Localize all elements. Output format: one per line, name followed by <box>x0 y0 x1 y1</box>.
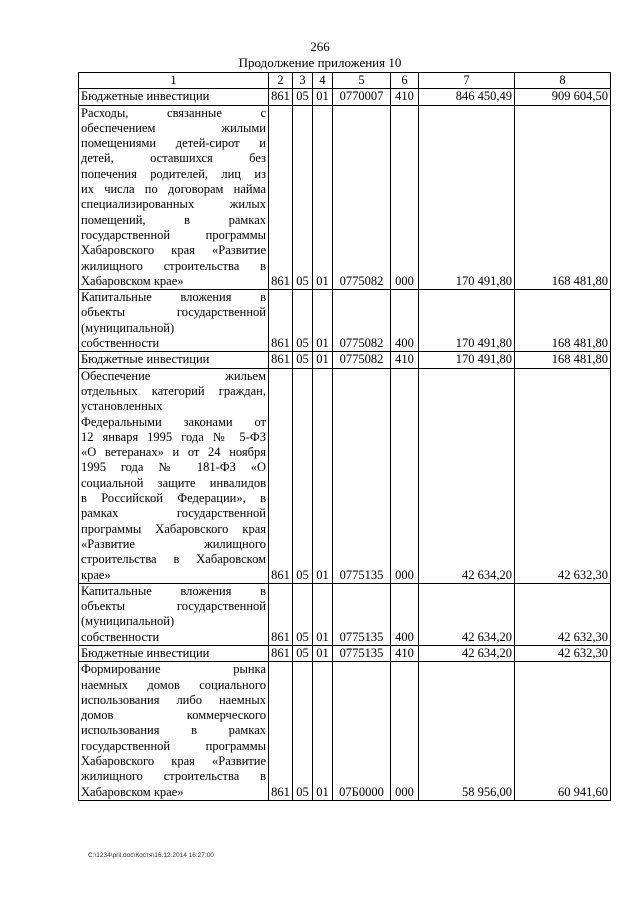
description-line: строительства в Хабаровском <box>81 552 266 567</box>
description-line: социальной защите инвалидов <box>81 475 266 490</box>
description-line: Хабаровском крае» <box>81 784 184 799</box>
appendix-continuation-title: Продолжение приложения 10 <box>238 55 402 70</box>
amount-year-2: 168 481,80 <box>515 290 611 352</box>
target-article-code: 0775135 <box>333 645 391 661</box>
description-line: домов коммерческого <box>81 708 266 723</box>
header-cell: 3 <box>293 73 313 89</box>
description-line: Обеспечение жильем <box>81 368 266 383</box>
subsection-code: 01 <box>313 368 333 583</box>
section-code: 05 <box>293 89 313 105</box>
subsection-code: 01 <box>313 583 333 645</box>
table-row <box>79 368 611 583</box>
description-line: Формирование рынка <box>81 662 266 677</box>
description-line: Бюджетные инвестиции <box>81 352 210 367</box>
header-cell: 1 <box>79 73 269 89</box>
amount-year-1: 846 450,49 <box>419 89 515 105</box>
expense-type-code: 000 <box>391 662 419 801</box>
target-article-code: 0775082 <box>333 105 391 290</box>
description-line: помещений, в рамках <box>81 212 266 227</box>
subsection-code: 01 <box>313 645 333 661</box>
ministry-code: 861 <box>269 583 293 645</box>
ministry-code: 861 <box>269 352 293 368</box>
ministry-code: 861 <box>269 290 293 352</box>
row-description <box>79 89 269 105</box>
description-line: обеспечением жилыми <box>81 120 266 135</box>
description-line: помещениями детей-сирот и <box>81 136 266 151</box>
description-line: использования в рамках <box>81 723 266 738</box>
header-cell: 4 <box>313 73 333 89</box>
subsection-code: 01 <box>313 662 333 801</box>
description-line: объекты государственной <box>81 599 266 614</box>
description-line: рамках государственной <box>81 506 266 521</box>
row-description <box>79 290 269 352</box>
header-cell: 7 <box>419 73 515 89</box>
amount-year-2: 909 604,50 <box>515 89 611 105</box>
amount-year-2: 42 632,30 <box>515 583 611 645</box>
description-line: Хабаровском крае» <box>81 273 184 288</box>
ministry-code: 861 <box>269 662 293 801</box>
description-line: Бюджетные инвестиции <box>81 645 210 660</box>
description-line: программы Хабаровского края <box>81 521 266 536</box>
target-article-code: 0775082 <box>333 352 391 368</box>
description-line: Бюджетные инвестиции <box>81 89 210 104</box>
description-line: отдельных категорий граждан, <box>81 383 266 398</box>
description-line: государственной программы <box>81 738 266 753</box>
description-line: попечения родителей, лиц из <box>81 166 266 181</box>
description-line: «Развитие жилищного <box>81 536 266 551</box>
ministry-code: 861 <box>269 105 293 290</box>
header-cell: 6 <box>391 73 419 89</box>
target-article-code: 0775082 <box>333 290 391 352</box>
header-cell: 2 <box>269 73 293 89</box>
description-line: Расходы, связанные с <box>81 105 266 120</box>
table-row <box>79 662 611 801</box>
target-article-code: 0770007 <box>333 89 391 105</box>
table-header-row <box>79 73 611 89</box>
table-row <box>79 583 611 645</box>
description-line: Хабаровского края «Развитие <box>81 754 266 769</box>
description-line: жилищного строительства в <box>81 258 266 273</box>
description-line: собственности <box>81 336 160 351</box>
target-article-code: 0775135 <box>333 368 391 583</box>
description-line: крае» <box>81 567 111 582</box>
description-line: специализированных жилых <box>81 197 266 212</box>
row-description <box>79 352 269 368</box>
amount-year-2: 42 632,30 <box>515 368 611 583</box>
ministry-code: 861 <box>269 89 293 105</box>
subsection-code: 01 <box>313 105 333 290</box>
row-description <box>79 583 269 645</box>
section-code: 05 <box>293 290 313 352</box>
description-line: Федеральными законами от <box>81 414 266 429</box>
table-row <box>79 89 611 105</box>
budget-table <box>78 72 611 801</box>
section-code: 05 <box>293 368 313 583</box>
table-row <box>79 290 611 352</box>
description-line: собственности <box>81 629 160 644</box>
expense-type-code: 410 <box>391 645 419 661</box>
description-line: «О ветеранах» и от 24 ноября <box>81 445 266 460</box>
ministry-code: 861 <box>269 645 293 661</box>
expense-type-code: 000 <box>391 105 419 290</box>
section-code: 05 <box>293 662 313 801</box>
page-number: 266 <box>310 39 330 54</box>
table-row <box>79 105 611 290</box>
expense-type-code: 400 <box>391 290 419 352</box>
description-line: их числа по договорам найма <box>81 182 266 197</box>
ministry-code: 861 <box>269 368 293 583</box>
expense-type-code: 410 <box>391 352 419 368</box>
row-description <box>79 645 269 661</box>
amount-year-1: 42 634,20 <box>419 645 515 661</box>
target-article-code: 0775135 <box>333 583 391 645</box>
subsection-code: 01 <box>313 352 333 368</box>
description-line: 12 января 1995 года № 5-ФЗ <box>81 429 266 444</box>
amount-year-2: 60 941,60 <box>515 662 611 801</box>
table-row <box>79 352 611 368</box>
row-description <box>79 105 269 290</box>
expense-type-code: 400 <box>391 583 419 645</box>
description-line: Хабаровского края «Развитие <box>81 243 266 258</box>
description-line: жилищного строительства в <box>81 769 266 784</box>
amount-year-1: 42 634,20 <box>419 583 515 645</box>
amount-year-1: 170 491,80 <box>419 290 515 352</box>
expense-type-code: 410 <box>391 89 419 105</box>
description-line: (муниципальной) <box>81 320 175 335</box>
header-cell: 5 <box>333 73 391 89</box>
file-path-footer: C:\1234\pril.doc\Костя\16.12.2014 16:27:00 <box>88 852 214 859</box>
section-code: 05 <box>293 105 313 290</box>
description-line: в Российской Федерации», в <box>81 491 266 506</box>
subsection-code: 01 <box>313 290 333 352</box>
description-line: Капитальные вложения в <box>81 290 266 305</box>
description-line: установленных <box>81 399 163 414</box>
table-row <box>79 645 611 661</box>
section-code: 05 <box>293 583 313 645</box>
header-cell: 8 <box>515 73 611 89</box>
description-line: 1995 года № 181-ФЗ «О <box>81 460 266 475</box>
subsection-code: 01 <box>313 89 333 105</box>
amount-year-1: 170 491,80 <box>419 105 515 290</box>
table-body <box>79 73 611 801</box>
amount-year-2: 168 481,80 <box>515 352 611 368</box>
section-code: 05 <box>293 645 313 661</box>
amount-year-1: 42 634,20 <box>419 368 515 583</box>
description-line: детей, оставшихся без <box>81 151 266 166</box>
description-line: (муниципальной) <box>81 614 175 629</box>
description-line: государственной программы <box>81 227 266 242</box>
description-line: Капитальные вложения в <box>81 583 266 598</box>
expense-type-code: 000 <box>391 368 419 583</box>
section-code: 05 <box>293 352 313 368</box>
amount-year-2: 42 632,30 <box>515 645 611 661</box>
row-description <box>79 368 269 583</box>
description-line: использования либо наемных <box>81 692 266 707</box>
description-line: объекты государственной <box>81 305 266 320</box>
row-description <box>79 662 269 801</box>
description-line: наемных домов социального <box>81 677 266 692</box>
amount-year-1: 170 491,80 <box>419 352 515 368</box>
amount-year-1: 58 956,00 <box>419 662 515 801</box>
amount-year-2: 168 481,80 <box>515 105 611 290</box>
target-article-code: 07Б0000 <box>333 662 391 801</box>
